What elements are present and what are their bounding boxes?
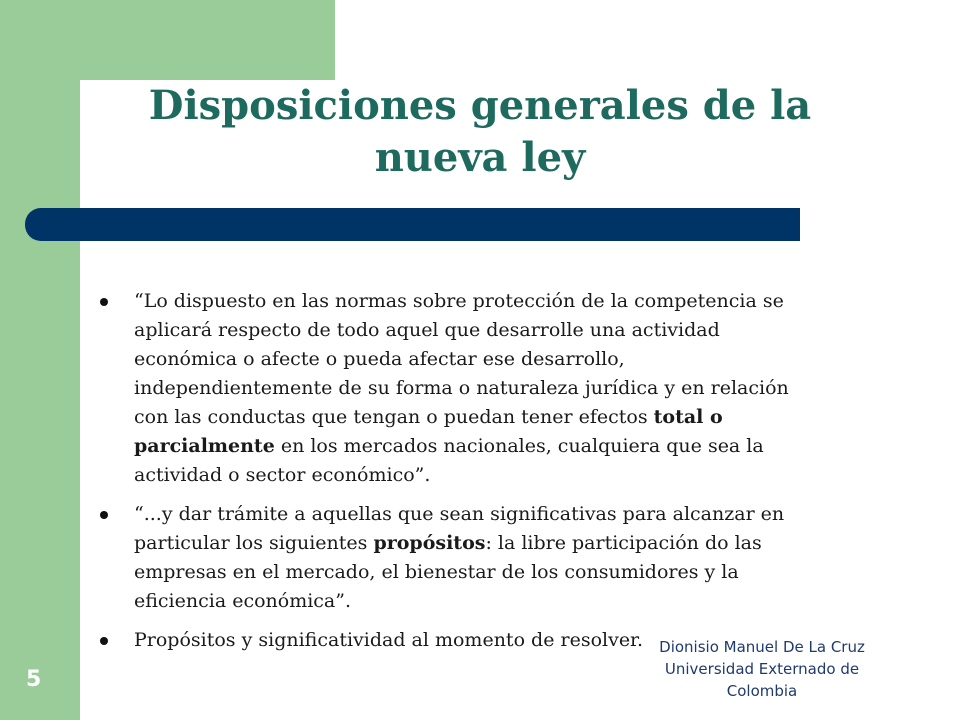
b3-line-1: Propósitos y significatividad al momento de resolver. xyxy=(134,629,644,651)
top-green-block xyxy=(80,0,335,80)
author-credit xyxy=(632,636,892,702)
b1-line-6: en los mercados nacionales, cualquiera que sea la xyxy=(274,435,764,457)
b2-line-1: “...y dar trámite a aquellas que sean significativas para alcanzar en xyxy=(134,503,785,525)
title-line-1: Disposiciones generales de la xyxy=(148,82,812,129)
b2-line-2-post: : la libre participación do las xyxy=(485,532,762,554)
b2-line-2-bold: propósitos xyxy=(373,532,486,554)
b2-line-2: particular los siguientes xyxy=(134,532,374,554)
left-green-band xyxy=(0,0,80,720)
credit-line-1: Dionisio Manuel De La Cruz xyxy=(659,638,865,656)
title-line-2: nueva ley xyxy=(374,134,586,181)
slide-number: 5 xyxy=(26,667,42,692)
b1-line-2: aplicará respecto de todo aquel que desarrolle una actividad xyxy=(134,319,720,341)
b1-line-3: económica o afecte o pueda afectar ese desarrollo, xyxy=(134,348,625,370)
b1-line-7: actividad o sector económico”. xyxy=(134,464,431,486)
b1-line-5: con las conductas que tengan o puedan tener efectos xyxy=(134,406,654,428)
slide-title xyxy=(100,80,860,184)
bullet-item-1 xyxy=(100,287,845,490)
bullet-dot-icon xyxy=(100,298,108,306)
b1-line-5-bold: total o xyxy=(653,406,723,428)
credit-line-2: Universidad Externado de xyxy=(664,660,860,678)
credit-line-3: Colombia xyxy=(726,682,798,700)
title-underline-bar xyxy=(25,208,800,241)
b1-line-1: “Lo dispuesto en las normas sobre protección de la competencia se xyxy=(134,290,784,312)
b1-line-4: independientemente de su forma o naturaleza jurídica y en relación xyxy=(134,377,789,399)
b1-line-6-bold: parcialmente xyxy=(134,435,275,457)
bullet-dot-icon xyxy=(100,511,108,519)
bullet-item-2 xyxy=(100,500,845,616)
b2-line-3: empresas en el mercado, el bienestar de los consumidores y la xyxy=(134,561,739,583)
bullet-dot-icon xyxy=(100,637,108,645)
bullet-list xyxy=(100,287,845,665)
b2-line-4: eficiencia económica”. xyxy=(134,590,352,612)
